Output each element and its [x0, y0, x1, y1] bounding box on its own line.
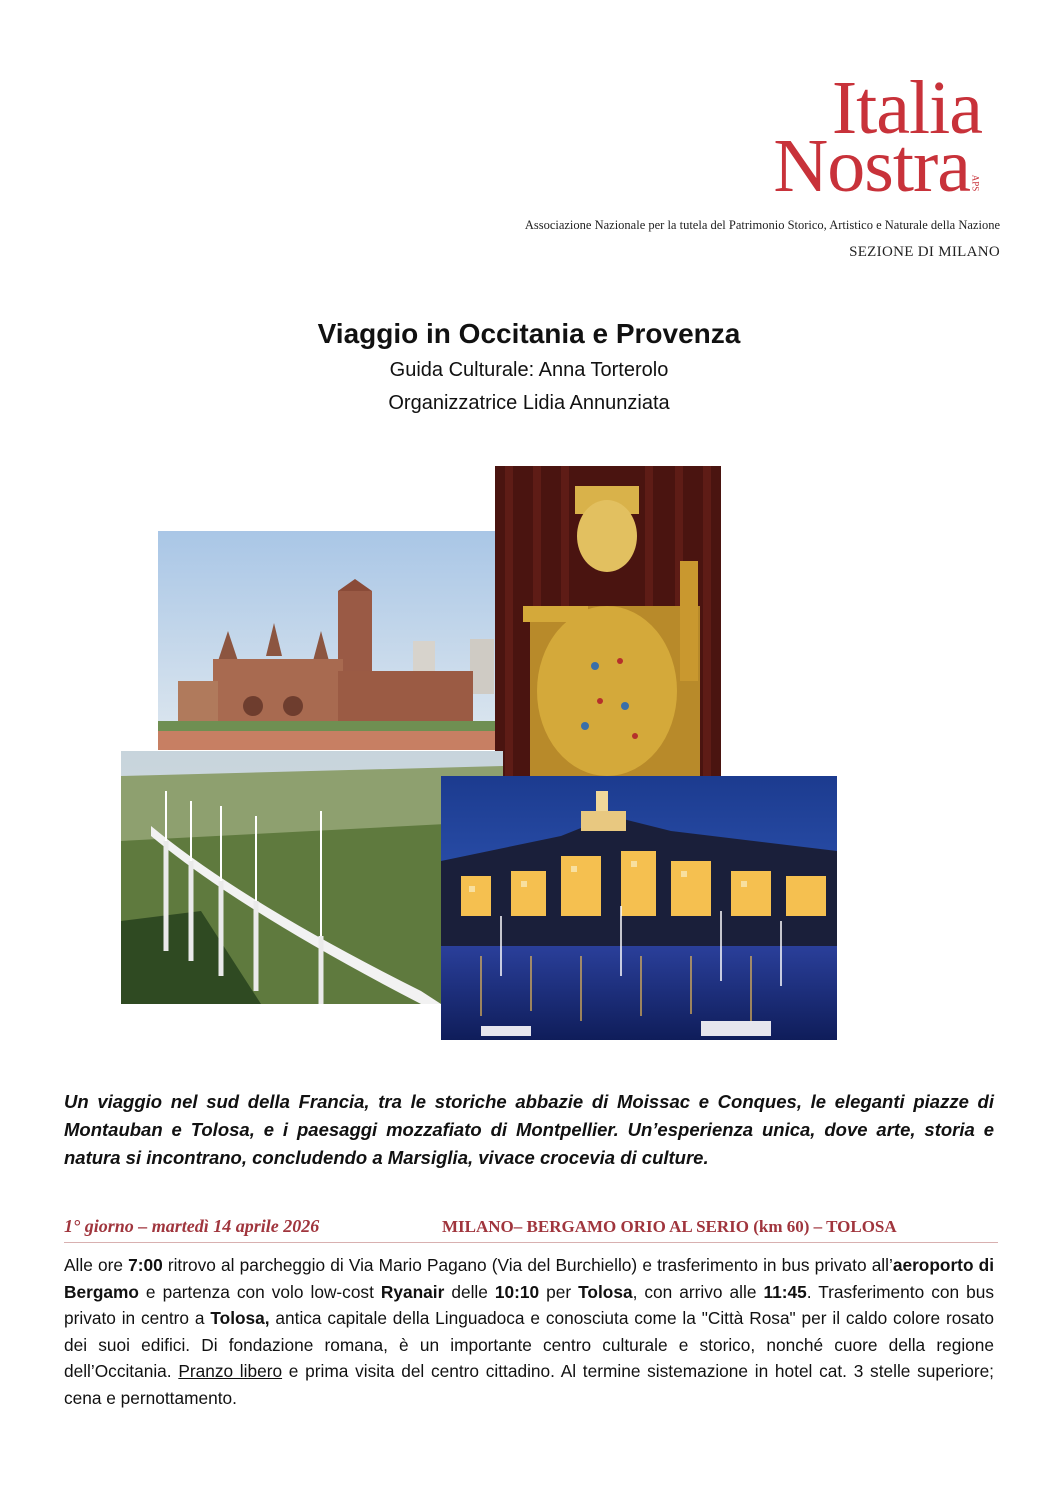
section-name: SEZIONE DI MILANO	[849, 244, 1000, 260]
sainte-foy-reliquary-photo	[495, 466, 721, 776]
day-1-description	[64, 1252, 994, 1411]
day-1-text: delle	[444, 1281, 495, 1302]
logo-line-2: Nostra	[773, 124, 970, 208]
day-1-text: , con arrivo alle	[632, 1281, 764, 1302]
day-1-text: antica capitale della Linguadoca e conosciuta come la "Città Rosa" per il caldo colore rosato dei suoi edifici. Di fondazione romana, è un importante centro culturale e storico, nonché cuore della regione dell’Occitania.	[64, 1308, 994, 1381]
day-1-text: e partenza con volo low-cost	[138, 1281, 381, 1302]
day-1-route: MILANO– BERGAMO ORIO AL SERIO (km 60) – TOLOSA	[442, 1217, 897, 1236]
day-1-lunch: Pranzo libero	[178, 1361, 283, 1381]
document-title: Viaggio in Occitania e Provenza	[317, 318, 741, 349]
marseille-harbor-photo	[441, 776, 837, 1040]
cultural-guide: Guida Culturale: Anna Torterolo	[389, 359, 669, 381]
day-1-heading	[64, 1216, 998, 1243]
day-1-airline: Ryanair	[380, 1281, 445, 1302]
day-1-time-meeting: 7:00	[128, 1255, 163, 1275]
day-1-time-arrival: 11:45	[763, 1281, 807, 1302]
day-1-text: ritrovo al parcheggio di Via Mario Pagano (Via del Burchiello) e trasferimento in bus privato all’	[162, 1255, 893, 1275]
day-1-text: Alle ore	[64, 1255, 129, 1275]
day-1-text: e prima visita del centro cittadino. Al termine sistemazione in hotel cat. 3 stelle superiore; cena e pernottamento.	[64, 1361, 994, 1408]
italia-nostra-logo	[728, 66, 1000, 210]
organizer: Organizzatrice Lidia Annunziata	[388, 392, 670, 414]
toulouse-cathedral-photo	[158, 531, 496, 750]
day-1-city: Tolosa,	[210, 1308, 270, 1328]
day-1-date: 1° giorno – martedì 14 aprile 2026	[64, 1216, 320, 1236]
association-tagline: Associazione Nazionale per la tutela del Patrimonio Storico, Artistico e Naturale della Nazione	[524, 218, 1000, 232]
day-1-text: . Trasferimento con bus privato in centro a	[64, 1281, 994, 1328]
day-1-time-departure: 10:10	[494, 1281, 540, 1302]
day-1-destination: Tolosa	[578, 1281, 633, 1302]
day-1-airport: aeroporto di Bergamo	[64, 1255, 995, 1302]
day-1-text: per	[539, 1281, 579, 1302]
logo-suffix: APS	[970, 174, 981, 192]
logo-line-1: Italia	[831, 66, 982, 150]
intro-paragraph: Un viaggio nel sud della Francia, tra le storiche abbazie di Moissac e Conques, le eleganti piazze di Montauban e Tolosa, e i paesaggi mozzafiato di Montpellier. Un’esperienza unica, dove arte, storia e natura si incontrano, concludendo a Marsiglia, vivace crocevia di culture.	[64, 1091, 994, 1168]
